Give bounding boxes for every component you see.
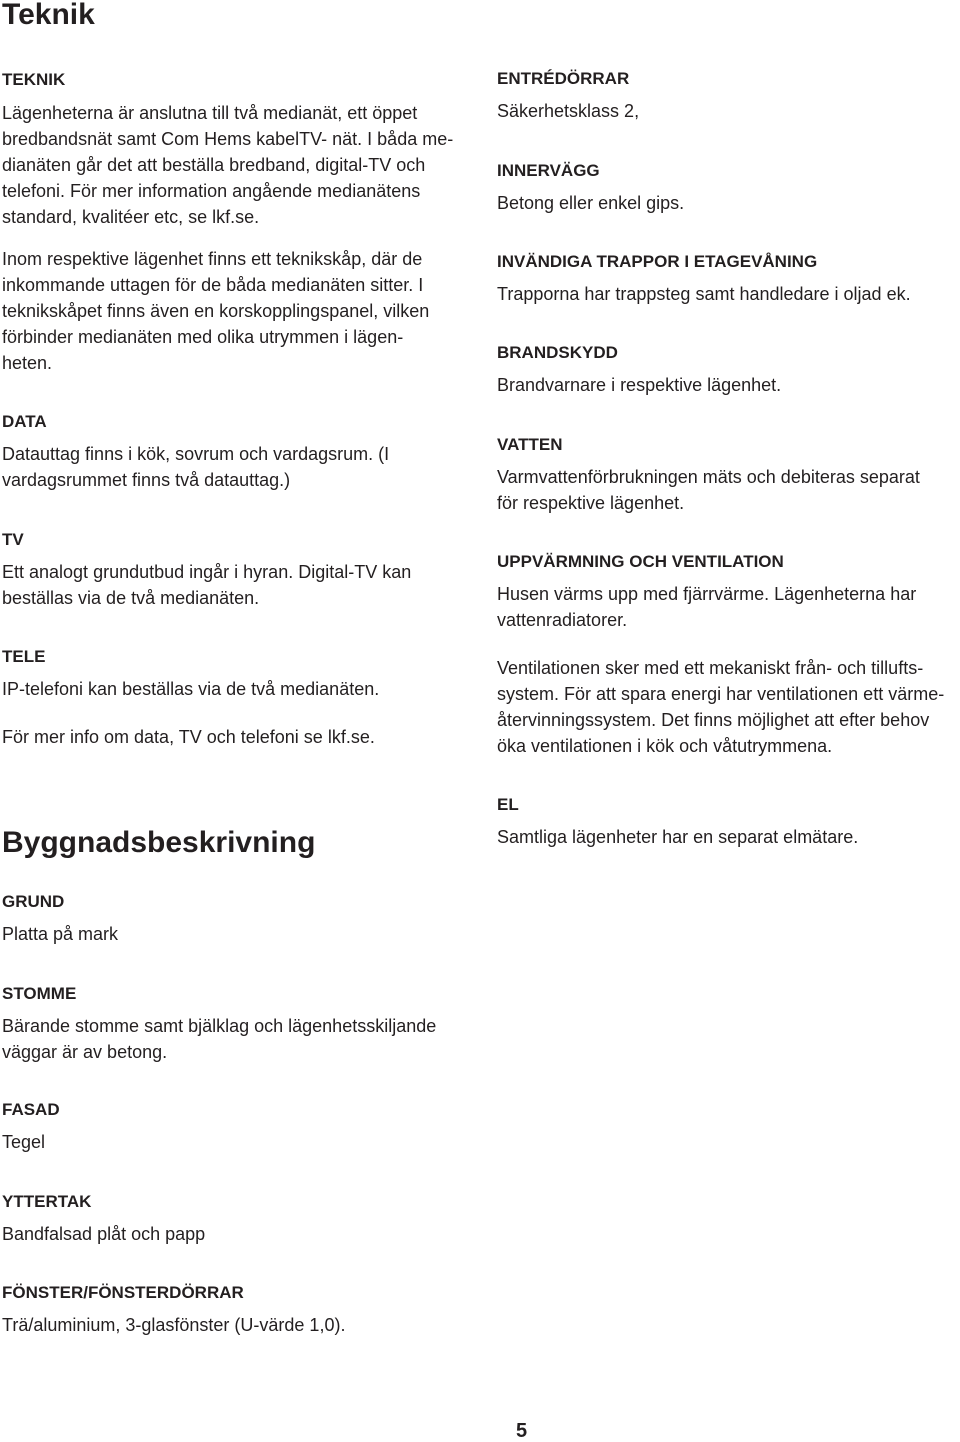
- paragraph-line: Bärande stomme samt bjälklag och lägenhetsskiljande: [2, 1016, 437, 1036]
- paragraph-line: Inom respektive lägenhet finns ett teknikskåp, där de: [2, 249, 423, 269]
- section-heading: TEKNIK: [2, 70, 66, 89]
- section-heading: EL: [497, 795, 519, 814]
- section-heading: DATA: [2, 412, 47, 431]
- section-el: [497, 792, 858, 850]
- section-heading: TELE: [2, 647, 46, 666]
- section-grund: [2, 889, 118, 947]
- paragraph-line: Samtliga lägenheter har en separat elmätare.: [497, 827, 859, 847]
- section-fonster: [2, 1280, 345, 1338]
- section-tv: [2, 527, 411, 611]
- page-number: 5: [516, 1420, 528, 1442]
- section-heading: GRUND: [2, 892, 65, 911]
- paragraph-line: Lägenheterna är anslutna till två medianät, ett öppet: [2, 103, 418, 123]
- section-fasad: [2, 1097, 60, 1155]
- paragraph-line: Varmvattenförbrukningen mäts och debiteras separat: [497, 467, 920, 487]
- section-heading: FASAD: [2, 1100, 60, 1119]
- section-brandskydd: [497, 340, 781, 398]
- paragraph-line: standard, kvalitéer etc, se lkf.se.: [2, 207, 260, 227]
- section-heading: VATTEN: [497, 435, 563, 454]
- section-data: [2, 409, 389, 493]
- section-heading: INVÄNDIGA TRAPPOR I ETAGEVÅNING: [497, 252, 818, 271]
- byggnad-title: Byggnadsbeskrivning: [2, 826, 316, 859]
- paragraph-line: telefoni. För mer information angående medianätens: [2, 181, 421, 201]
- paragraph-line: system. För att spara energi har ventilationen ett värme-: [497, 684, 945, 704]
- paragraph-line: Husen värms upp med fjärrvärme. Lägenheterna har: [497, 584, 917, 604]
- paragraph-line: bredbandsnät samt Com Hems kabelTV- nät. I båda me-: [2, 129, 454, 149]
- paragraph-line: vardagsrummet finns två datauttag.): [2, 470, 291, 490]
- paragraph-line: väggar är av betong.: [2, 1042, 168, 1062]
- paragraph-line: återvinningssystem. Det finns möjlighet att efter behov: [497, 710, 930, 730]
- section-heading: BRANDSKYDD: [497, 343, 618, 362]
- paragraph-teknikskap: [2, 246, 429, 376]
- section-heading: YTTERTAK: [2, 1192, 92, 1211]
- paragraph-line: IP-telefoni kan beställas via de två medianäten.: [2, 679, 380, 699]
- paragraph-line: Trä/aluminium, 3-glasfönster (U-värde 1,0).: [2, 1315, 346, 1335]
- paragraph-line: öka ventilationen i kök och våtutrymmena.: [497, 736, 833, 756]
- section-heading: ENTRÉDÖRRAR: [497, 69, 630, 88]
- section-heading: STOMME: [2, 984, 77, 1003]
- section-vatten: [497, 432, 920, 516]
- paragraph-line: förbinder medianäten med olika utrymmen i lägen-: [2, 327, 404, 347]
- section-yttertak: [2, 1189, 205, 1247]
- paragraph-line: Bandfalsad plåt och papp: [2, 1224, 206, 1244]
- byggnad-title-block: [2, 826, 315, 860]
- more-info-line: För mer info om data, TV och telefoni se lkf.se.: [2, 727, 375, 747]
- paragraph-line: teknikskåpet finns även en korskopplingspanel, vilken: [2, 301, 430, 321]
- paragraph-line: Säkerhetsklass 2,: [497, 101, 640, 121]
- paragraph-line: beställas via de två medianäten.: [2, 588, 260, 608]
- page-title: Teknik: [2, 0, 95, 31]
- section-heading: UPPVÄRMNING OCH VENTILATION: [497, 552, 784, 571]
- paragraph-line: inkommande uttagen för de båda medianäten sitter. I: [2, 275, 424, 295]
- paragraph-line: Ventilationen sker med ett mekaniskt från- och tillufts-: [497, 658, 924, 678]
- section-innervagg: [497, 158, 684, 216]
- page-title-block: [2, 0, 95, 32]
- paragraph-line: Betong eller enkel gips.: [497, 193, 685, 213]
- paragraph-line: Tegel: [2, 1132, 46, 1152]
- section-teknik: [2, 67, 453, 230]
- section-heading: TV: [2, 530, 24, 549]
- section-uppvarmning: [497, 549, 916, 633]
- section-heading: FÖNSTER/FÖNSTERDÖRRAR: [2, 1283, 244, 1302]
- section-stomme: [2, 981, 436, 1065]
- section-heading: INNERVÄGG: [497, 161, 600, 180]
- paragraph-line: Datauttag finns i kök, sovrum och vardagsrum. (I: [2, 444, 390, 464]
- paragraph-line: dianäten går det att beställa bredband, digital-TV och: [2, 155, 426, 175]
- section-tele: [2, 644, 379, 750]
- paragraph-line: Platta på mark: [2, 924, 119, 944]
- paragraph-line: för respektive lägenhet.: [497, 493, 685, 513]
- paragraph-line: Brandvarnare i respektive lägenhet.: [497, 375, 782, 395]
- section-entredorrar: [497, 66, 639, 124]
- section-trappor: [497, 249, 911, 307]
- paragraph-line: vattenradiatorer.: [497, 610, 628, 630]
- paragraph-line: Ett analogt grundutbud ingår i hyran. Digital-TV kan: [2, 562, 412, 582]
- paragraph-line: heten.: [2, 353, 53, 373]
- paragraph-ventilation: [497, 655, 944, 759]
- paragraph-line: Trapporna har trappsteg samt handledare i oljad ek.: [497, 284, 911, 304]
